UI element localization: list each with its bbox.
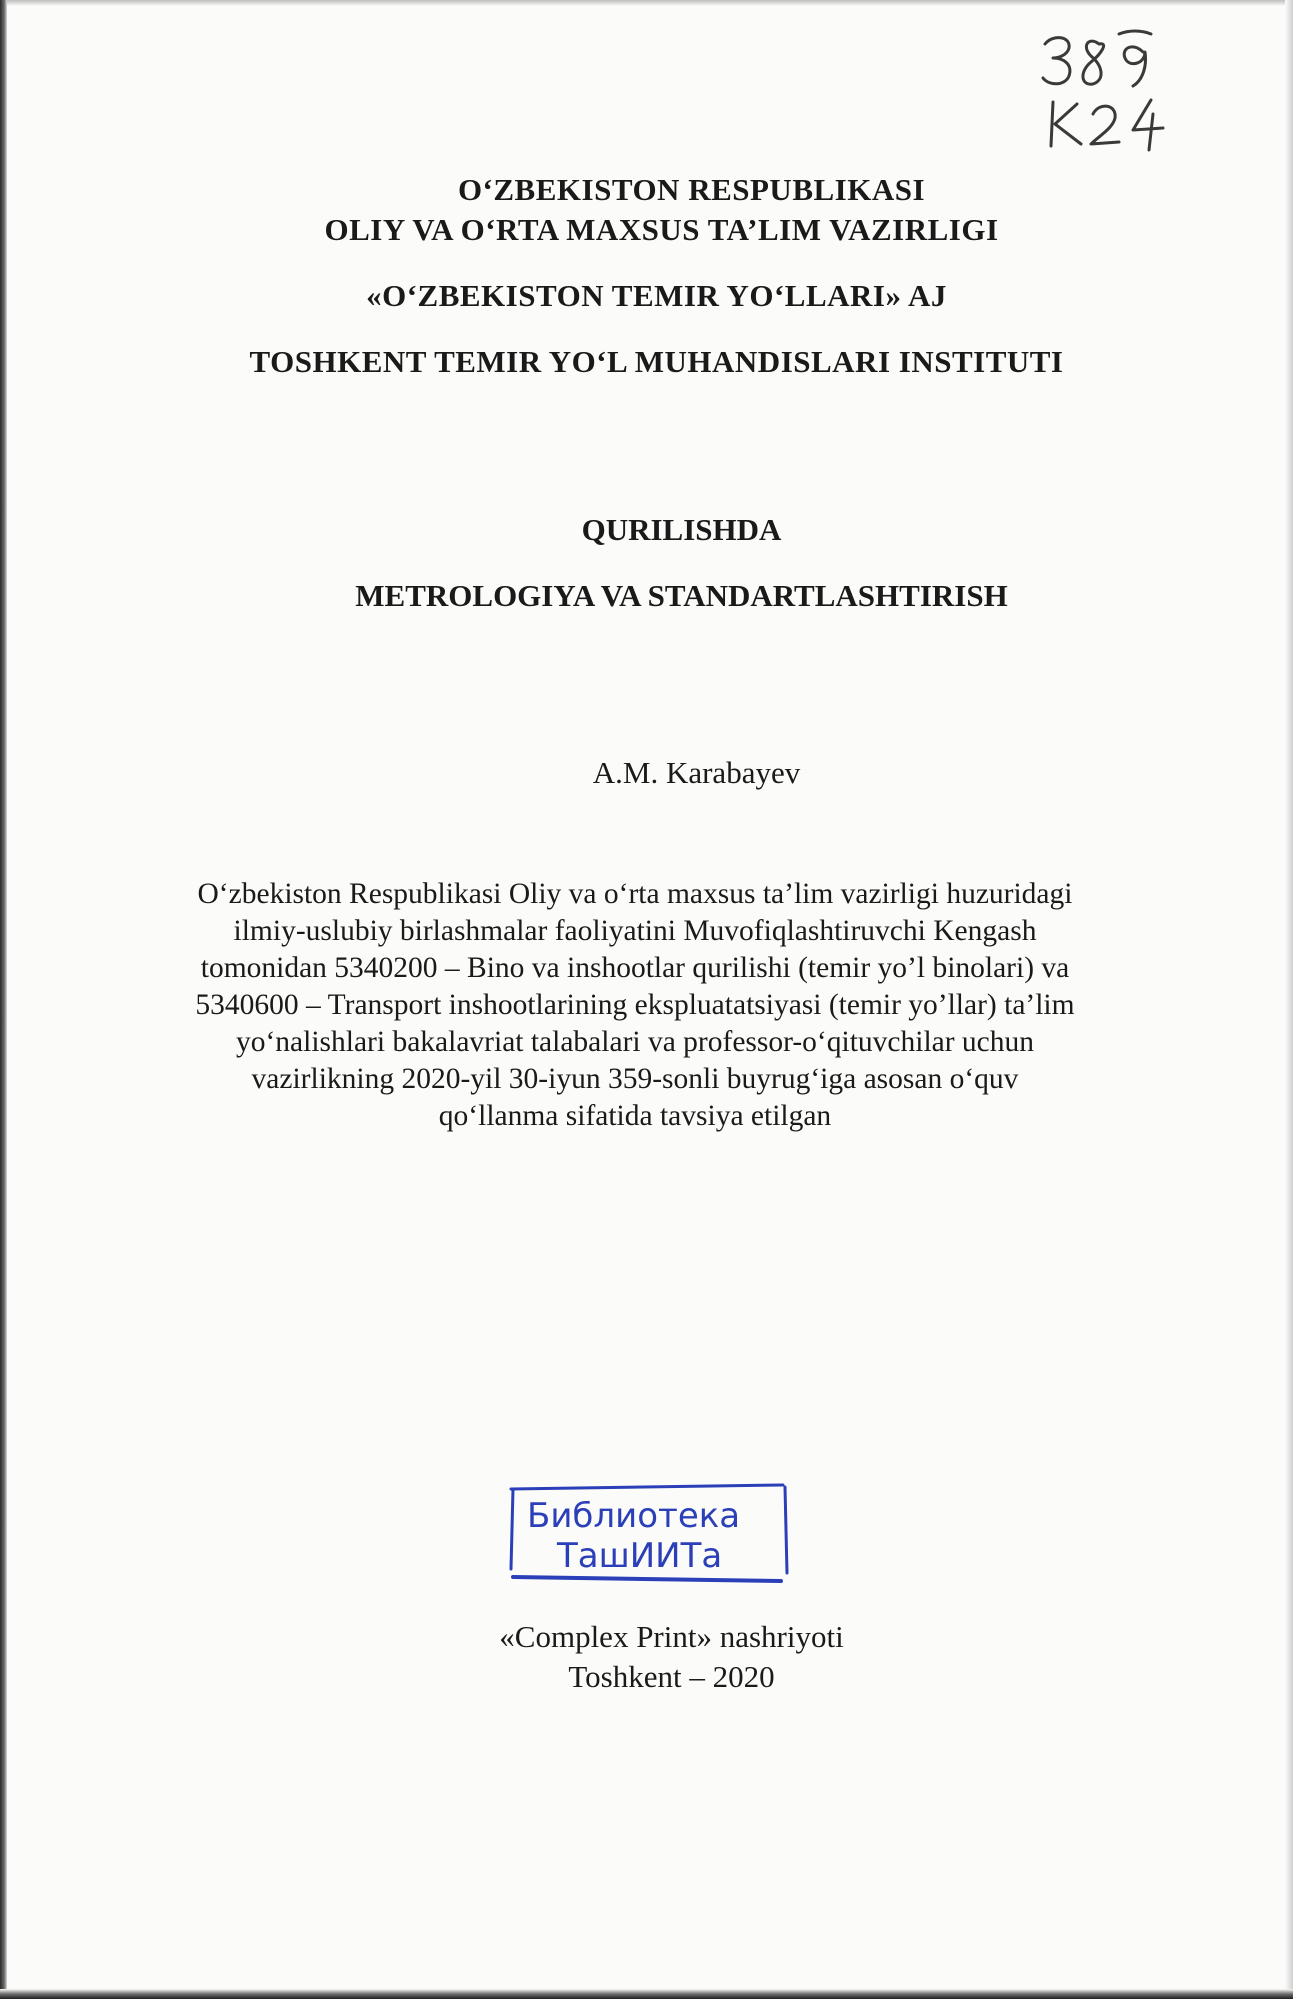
recommendation-paragraph: [80, 876, 1190, 1135]
header-ministry: OLIY VA O‘RTA MAXSUS TA’LIM VAZIRLIGI: [324, 212, 999, 247]
header-company: «O‘ZBEKISTON TEMIR YO‘LLARI» AJ: [366, 278, 947, 313]
book-title: [0, 510, 1293, 616]
institution-header: [0, 170, 1293, 382]
recommendation-line: 5340600 – Transport inshootlarining ekspluatatsiyasi (temir yo’llar) ta’lim: [195, 989, 1075, 1021]
scan-edge-bottom: [0, 1989, 1293, 1999]
library-stamp: [505, 1477, 791, 1585]
header-country: O‘ZBEKISTON RESPUBLIKASI: [457, 172, 926, 207]
handwriting-drawing: [1033, 22, 1173, 152]
stamp-text-line-2: ТашИИТа: [557, 1536, 723, 1576]
recommendation-line: tomonidan 5340200 – Bino va inshootlar qurilishi (temir yo’l binolari) va: [200, 952, 1070, 984]
recommendation-line: O‘zbekiston Respublikasi Oliy va o‘rta maxsus ta’lim vazirligi huzuridagi: [197, 878, 1073, 910]
header-institute: TOSHKENT TEMIR YO‘L MUHANDISLARI INSTITUTI: [249, 344, 1064, 379]
stamp-drawing: [505, 1477, 791, 1585]
title-line-1: QURILISHDA: [581, 512, 782, 547]
recommendation-line: yo‘nalishlari bakalavriat talabalari va professor-o‘qituvchilar uchun: [235, 1026, 1035, 1058]
publisher-block: [0, 1617, 1293, 1697]
publisher-name: «Complex Print» nashriyoti: [499, 1619, 844, 1654]
author-name: A.M. Karabayev: [592, 755, 801, 790]
recommendation-line: ilmiy-uslubiy birlashmalar faoliyatini Muvofiqlashtiruvchi Kengash: [233, 915, 1037, 947]
publication-place-year: Toshkent – 2020: [568, 1659, 775, 1694]
stamp-text-line-1: Библиотека: [527, 1496, 741, 1536]
scan-edge-top: [0, 0, 1293, 6]
recommendation-line: qo‘llanma sifatida tavsiya etilgan: [438, 1100, 832, 1132]
title-line-2: METROLOGIYA VA STANDARTLASHTIRISH: [355, 578, 1008, 613]
recommendation-line: vazirlikning 2020-yil 30-iyun 359-sonli buyrug‘iga asosan o‘quv: [251, 1063, 1019, 1095]
handwritten-catalog-mark: [1033, 22, 1173, 152]
